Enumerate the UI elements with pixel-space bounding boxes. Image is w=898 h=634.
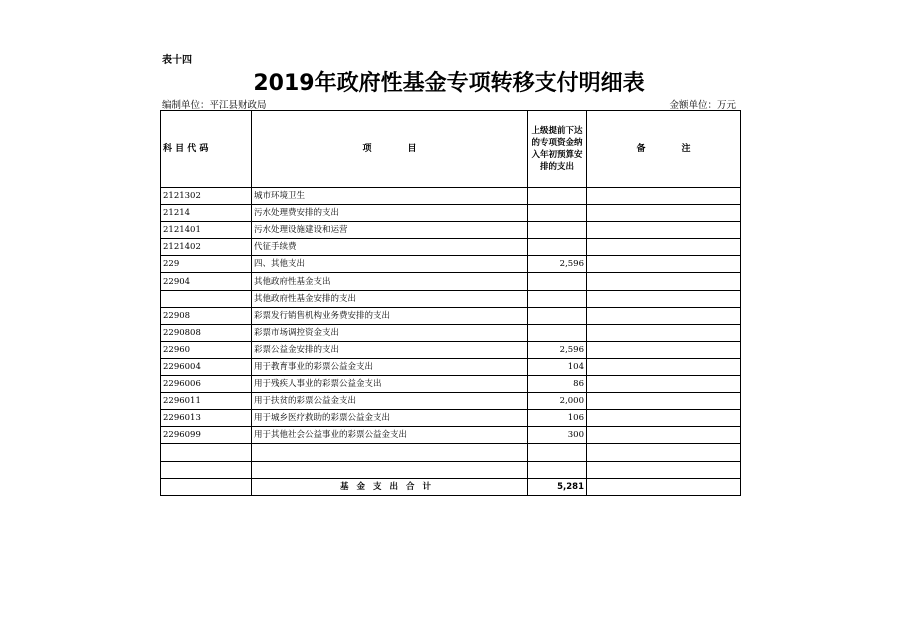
row-amount-cell: 2,596 <box>528 256 587 273</box>
row-amount-cell: 2,000 <box>528 393 587 410</box>
column-header-code: 科 目 代 码 <box>161 111 252 188</box>
row-note-cell <box>587 427 741 444</box>
row-code-cell: 21214 <box>161 205 252 222</box>
row-item-cell: 彩票市场调控资金支出 <box>252 324 528 341</box>
row-item-cell: 用于残疾人事业的彩票公益金支出 <box>252 376 528 393</box>
row-code-cell: 22904 <box>161 273 252 290</box>
row-amount-cell: 104 <box>528 358 587 375</box>
row-code-cell: 22908 <box>161 307 252 324</box>
row-amount-cell: 300 <box>528 427 587 444</box>
row-code-cell: 2296006 <box>161 376 252 393</box>
row-note-cell <box>587 461 741 478</box>
table-row <box>161 290 741 307</box>
row-code-cell: 22960 <box>161 341 252 358</box>
row-item-cell: 用于教育事业的彩票公益金支出 <box>252 358 528 375</box>
table-row <box>161 461 741 478</box>
row-item-cell: 其他政府性基金安排的支出 <box>252 290 528 307</box>
row-code-cell: 2121401 <box>161 222 252 239</box>
row-amount-cell <box>528 205 587 222</box>
row-note-cell <box>587 324 741 341</box>
total-note-cell <box>587 478 741 495</box>
row-code-cell <box>161 461 252 478</box>
row-note-cell <box>587 341 741 358</box>
row-note-cell <box>587 290 741 307</box>
table-row <box>161 324 741 341</box>
row-code-cell: 2296013 <box>161 410 252 427</box>
row-note-cell <box>587 188 741 205</box>
table-row <box>161 256 741 273</box>
row-code-cell <box>161 444 252 461</box>
table-row <box>161 222 741 239</box>
row-amount-cell <box>528 324 587 341</box>
row-item-cell: 污水处理设施建设和运营 <box>252 222 528 239</box>
row-code-cell: 2121402 <box>161 239 252 256</box>
table-row <box>161 410 741 427</box>
row-code-cell: 2296099 <box>161 427 252 444</box>
table-row <box>161 427 741 444</box>
row-amount-cell: 2,596 <box>528 341 587 358</box>
row-amount-cell <box>528 239 587 256</box>
row-item-cell <box>252 444 528 461</box>
row-item-cell: 用于城乡医疗救助的彩票公益金支出 <box>252 410 528 427</box>
total-code-cell <box>161 478 252 495</box>
row-item-cell: 四、其他支出 <box>252 256 528 273</box>
row-code-cell: 229 <box>161 256 252 273</box>
row-code-cell: 2296011 <box>161 393 252 410</box>
row-note-cell <box>587 256 741 273</box>
row-amount-cell: 106 <box>528 410 587 427</box>
row-note-cell <box>587 358 741 375</box>
table-row <box>161 393 741 410</box>
row-amount-cell: 86 <box>528 376 587 393</box>
row-code-cell: 2121302 <box>161 188 252 205</box>
row-item-cell: 用于扶贫的彩票公益金支出 <box>252 393 528 410</box>
table-row <box>161 358 741 375</box>
row-item-cell: 其他政府性基金支出 <box>252 273 528 290</box>
row-code-cell: 2296004 <box>161 358 252 375</box>
row-amount-cell <box>528 461 587 478</box>
row-item-cell: 污水处理费安排的支出 <box>252 205 528 222</box>
detail-table <box>160 110 741 496</box>
table-row <box>161 188 741 205</box>
row-note-cell <box>587 376 741 393</box>
table-row <box>161 273 741 290</box>
column-header-note: 备 注 <box>587 111 741 188</box>
row-note-cell <box>587 222 741 239</box>
row-note-cell <box>587 239 741 256</box>
row-amount-cell <box>528 290 587 307</box>
row-note-cell <box>587 410 741 427</box>
table-row <box>161 239 741 256</box>
row-note-cell <box>587 273 741 290</box>
row-amount-cell <box>528 222 587 239</box>
row-item-cell: 用于其他社会公益事业的彩票公益金支出 <box>252 427 528 444</box>
row-amount-cell <box>528 273 587 290</box>
table-row <box>161 205 741 222</box>
row-note-cell <box>587 393 741 410</box>
table-row <box>161 376 741 393</box>
row-amount-cell <box>528 188 587 205</box>
compiling-unit: 编制单位：平江县财政局 <box>162 100 267 111</box>
row-note-cell <box>587 205 741 222</box>
row-item-cell: 彩票发行销售机构业务费安排的支出 <box>252 307 528 324</box>
row-note-cell <box>587 444 741 461</box>
total-row <box>161 478 741 495</box>
column-header-item: 项 目 <box>252 111 528 188</box>
row-item-cell <box>252 461 528 478</box>
row-item-cell: 彩票公益金安排的支出 <box>252 341 528 358</box>
table-row <box>161 307 741 324</box>
table-row <box>161 444 741 461</box>
row-amount-cell <box>528 307 587 324</box>
table-number: 表十四 <box>162 55 192 66</box>
amount-unit: 金额单位：万元 <box>669 100 736 111</box>
row-item-cell: 代征手续费 <box>252 239 528 256</box>
total-amount: 5,281 <box>528 478 587 495</box>
row-amount-cell <box>528 444 587 461</box>
row-note-cell <box>587 307 741 324</box>
row-code-cell: 2290808 <box>161 324 252 341</box>
row-item-cell: 城市环境卫生 <box>252 188 528 205</box>
table-header-row <box>161 111 741 188</box>
row-code-cell <box>161 290 252 307</box>
total-label: 基金支出合计 <box>252 478 528 495</box>
page-title: 2019年政府性基金专项转移支付明细表 <box>253 71 645 96</box>
table-row <box>161 341 741 358</box>
column-header-amount: 上级提前下达的专项资金纳入年初预算安排的支出 <box>528 111 587 188</box>
